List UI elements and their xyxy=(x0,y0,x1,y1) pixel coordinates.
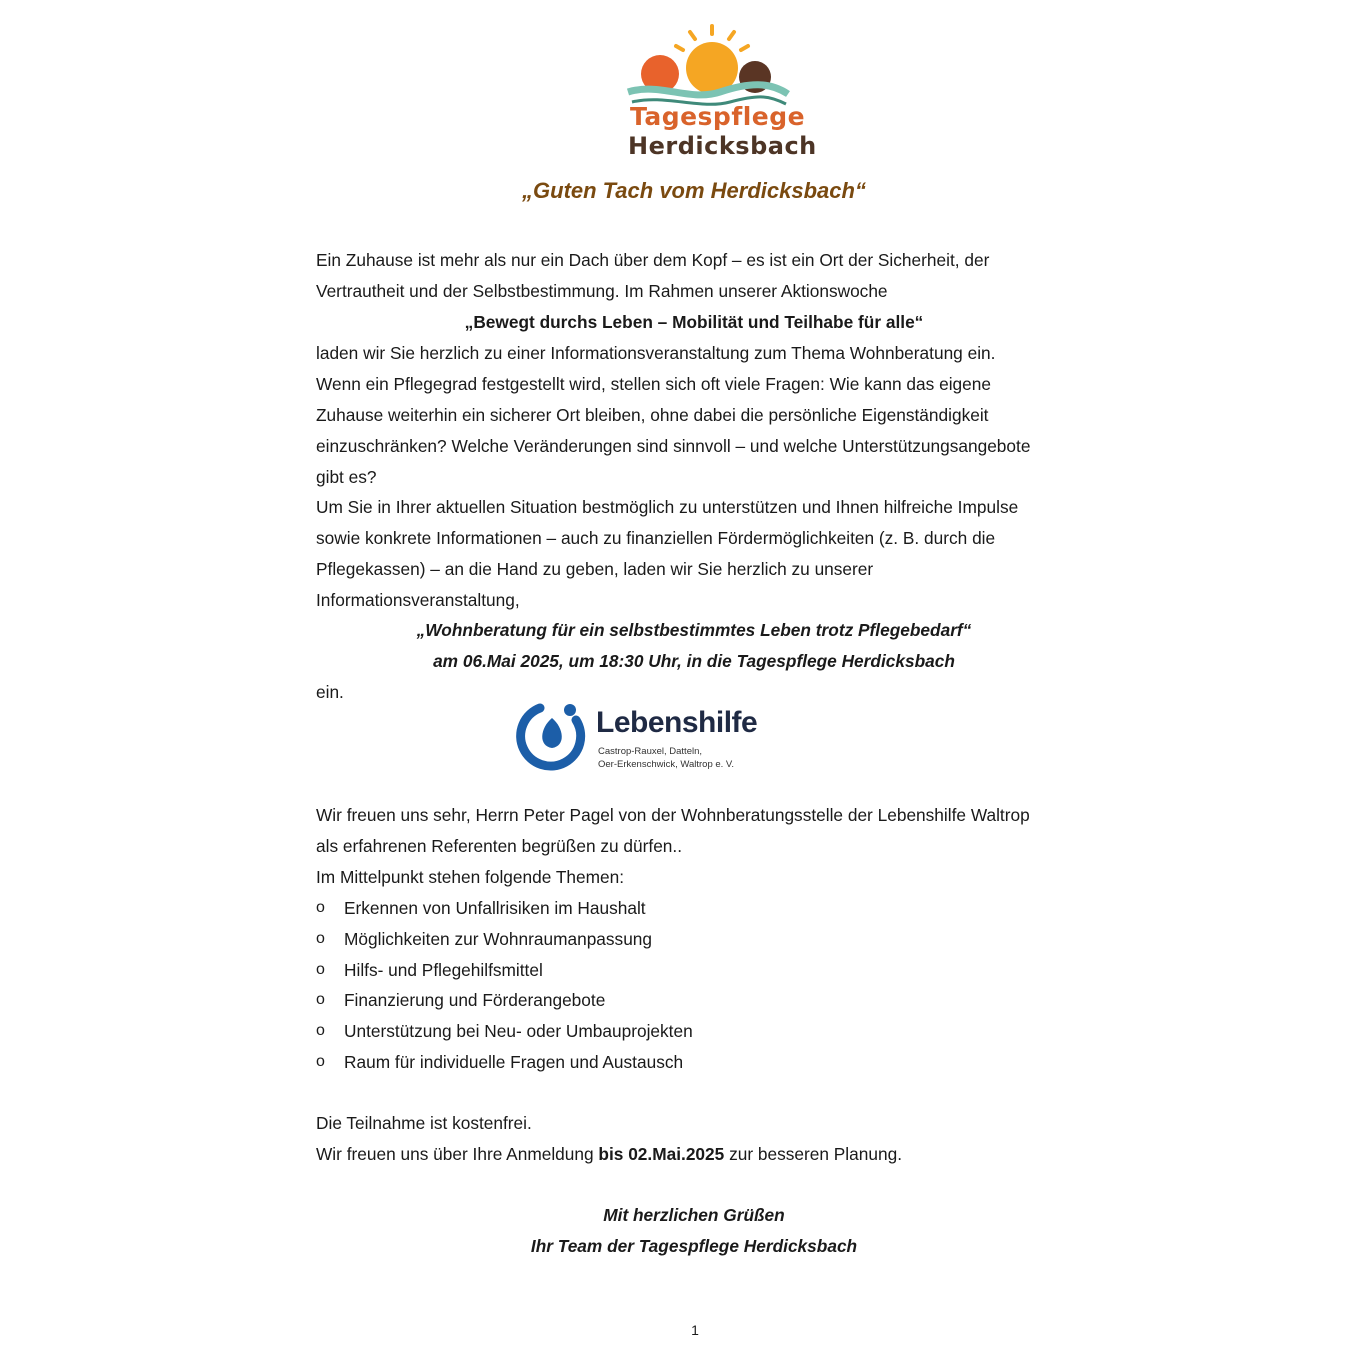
list-item: Erkennen von Unfallrisiken im Haushalt xyxy=(344,898,646,918)
sun-logo-icon xyxy=(620,22,796,112)
bullet-icon: o xyxy=(316,1022,325,1039)
list-item: Möglichkeiten zur Wohnraumanpassung xyxy=(344,929,653,949)
event-date-place: am 06.Mai 2025, um 18:30 Uhr, in die Tagespflege Herdicksbach xyxy=(433,651,955,671)
registration-deadline: bis 02.Mai.2025 xyxy=(598,1144,725,1164)
campaign-title: „Bewegt durchs Leben – Mobilität und Teilhabe für alle“ xyxy=(464,312,924,332)
body-line: Zuhause weiterhin ein sicherer Ort bleiben, ohne dabei die persönliche Eigenständigkeit xyxy=(316,405,989,425)
registration-post: zur besseren Planung. xyxy=(724,1144,903,1164)
lebenshilfe-subtitle: Castrop-Rauxel, Datteln, xyxy=(598,746,703,757)
closing-greeting: Mit herzlichen Grüßen xyxy=(603,1205,785,1225)
body-line: Informationsveranstaltung, xyxy=(316,590,520,610)
body-line: einzuschränken? Welche Veränderungen sind sinnvoll – und welche Unterstützungsangebote xyxy=(316,436,1031,456)
body-line: Pflegekassen) – an die Hand zu geben, laden wir Sie herzlich zu unserer xyxy=(316,559,874,579)
lebenshilfe-subtitle: Oer-Erkenschwick, Waltrop e. V. xyxy=(598,759,735,770)
closing-signature: Ihr Team der Tagespflege Herdicksbach xyxy=(530,1236,858,1256)
body-line: Um Sie in Ihrer aktuellen Situation bestmöglich zu unterstützen und Ihnen hilfreiche Impulse xyxy=(316,497,1019,517)
registration-pre: Wir freuen uns über Ihre Anmeldung xyxy=(316,1144,599,1164)
logo-text-tagespflege: Tagespflege xyxy=(630,102,806,131)
bullet-icon: o xyxy=(316,899,325,916)
bullet-icon: o xyxy=(316,1053,325,1070)
logo-text-herdicksbach: Herdicksbach xyxy=(628,132,817,160)
list-item: Raum für individuelle Fragen und Austausch xyxy=(344,1052,684,1072)
event-title: „Wohnberatung für ein selbstbestimmtes Leben trotz Pflegebedarf“ xyxy=(416,620,972,640)
topics-intro: Im Mittelpunkt stehen folgende Themen: xyxy=(316,867,625,887)
lebenshilfe-name: Lebenshilfe xyxy=(596,706,758,739)
lebenshilfe-emblem-icon xyxy=(512,690,592,780)
bullet-icon: o xyxy=(316,991,325,1008)
bullet-icon: o xyxy=(316,930,325,947)
event-end: ein. xyxy=(316,682,344,702)
intro-line: Ein Zuhause ist mehr als nur ein Dach über dem Kopf – es ist ein Ort der Sicherheit, der xyxy=(316,250,990,270)
body-line: Wenn ein Pflegegrad festgestellt wird, stellen sich oft viele Fragen: Wie kann das eigene xyxy=(316,374,991,394)
intro-line: Vertrautheit und der Selbstbestimmung. Im Rahmen unserer Aktionswoche xyxy=(316,281,888,301)
list-item: Hilfs- und Pflegehilfsmittel xyxy=(344,960,543,980)
tagespflege-logo xyxy=(620,22,817,172)
speaker-line: Wir freuen uns sehr, Herrn Peter Pagel von der Wohnberatungsstelle der Lebenshilfe Waltrop xyxy=(316,805,1030,825)
list-item: Finanzierung und Förderangebote xyxy=(344,990,606,1010)
body-line: sowie konkrete Informationen – auch zu finanziellen Fördermöglichkeiten (z. B. durch die xyxy=(316,528,996,548)
list-item: Unterstützung bei Neu- oder Umbauprojekten xyxy=(344,1021,693,1041)
registration-note xyxy=(316,1144,1072,1164)
speaker-line: als erfahrenen Referenten begrüßen zu dürfen.. xyxy=(316,836,683,856)
document-title: „Guten Tach vom Herdicksbach“ xyxy=(522,178,866,203)
body-line: laden wir Sie herzlich zu einer Informationsveranstaltung zum Thema Wohnberatung ein. xyxy=(316,343,996,363)
body-line: gibt es? xyxy=(316,467,377,487)
page-number: 1 xyxy=(691,1322,699,1338)
lebenshilfe-logo xyxy=(512,690,774,780)
bullet-icon: o xyxy=(316,961,325,978)
free-admission-note: Die Teilnahme ist kostenfrei. xyxy=(316,1113,532,1133)
